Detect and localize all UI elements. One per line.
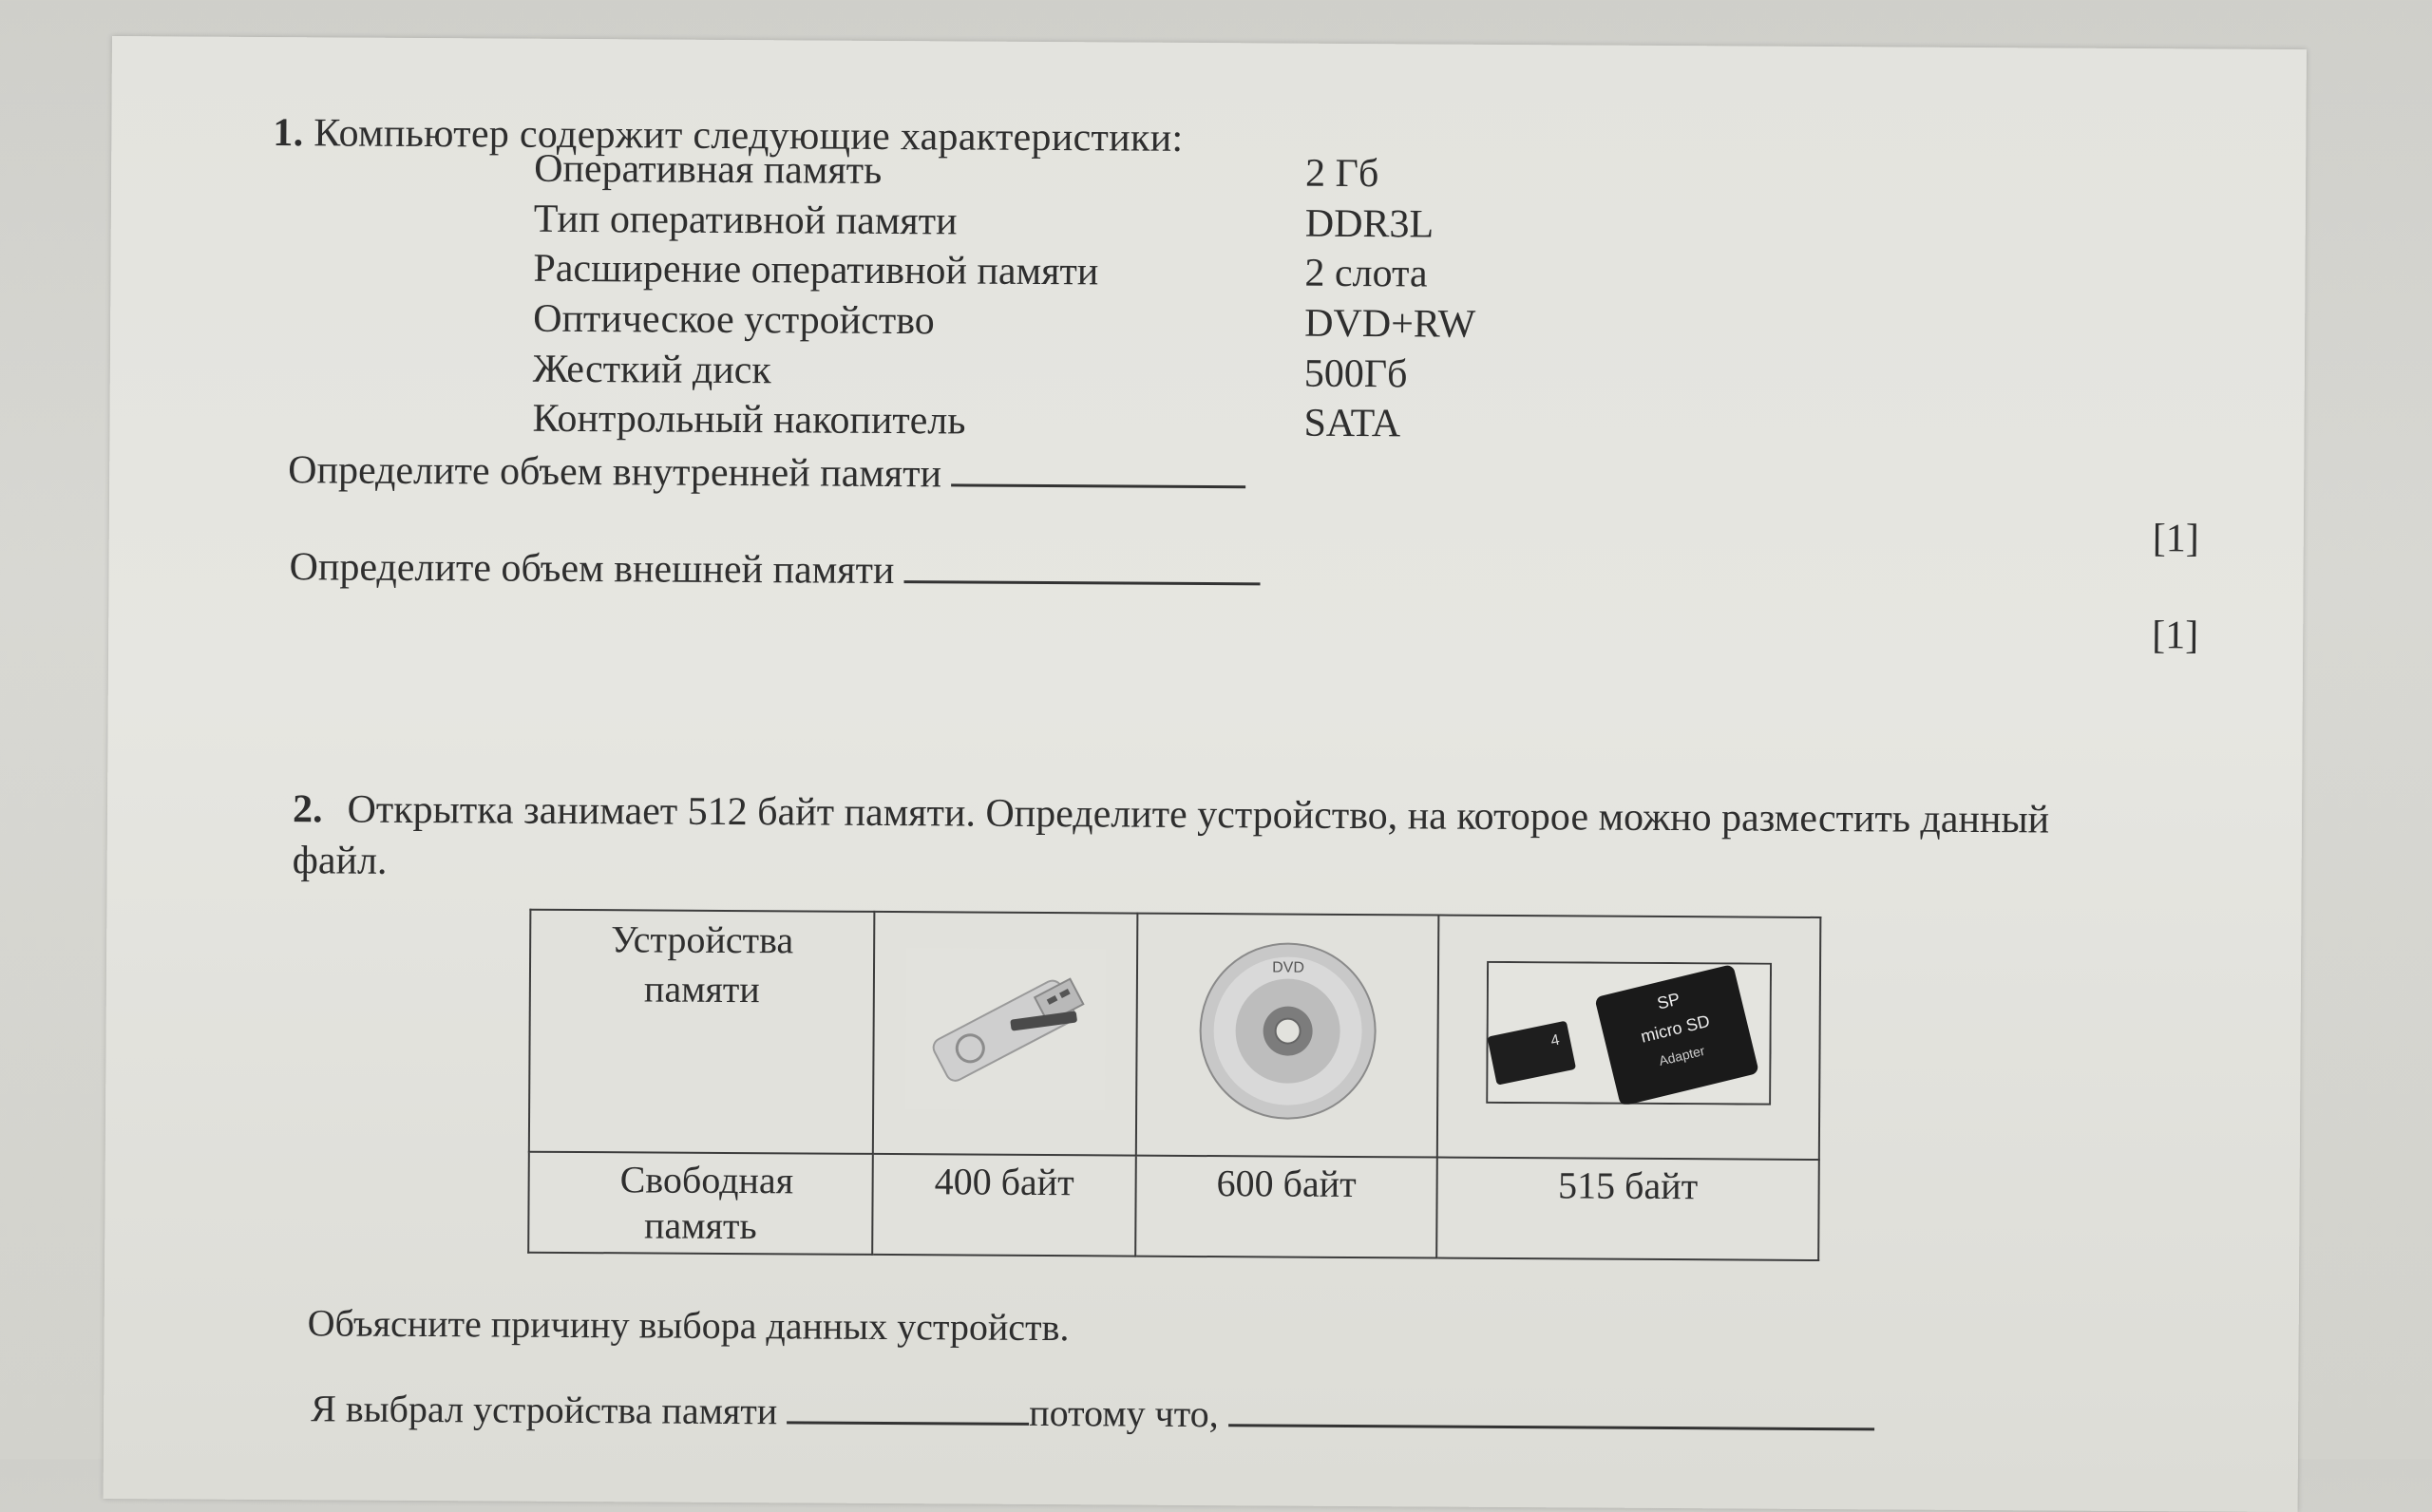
class-mark: 4 bbox=[1549, 1031, 1562, 1049]
spec-label: Оперативная память bbox=[534, 146, 883, 193]
spec-label: Контрольный накопитель bbox=[532, 396, 966, 444]
spec-label: Оптическое устройство bbox=[533, 296, 935, 344]
external-memory-question bbox=[289, 544, 1260, 595]
device-cell-microsd bbox=[1437, 916, 1821, 1160]
question-1-number: 1. bbox=[273, 111, 304, 156]
score-mark: [1] bbox=[2152, 517, 2199, 561]
usb-flash-drive-icon bbox=[905, 948, 1106, 1110]
internal-memory-question bbox=[288, 447, 1245, 499]
answer-line bbox=[311, 1386, 1874, 1440]
answer-because: потому что, bbox=[1029, 1390, 1219, 1436]
reason-answer-field[interactable] bbox=[1228, 1395, 1874, 1430]
free-memory-cell: 400 байт bbox=[872, 1154, 1136, 1257]
spec-label: Жесткий диск bbox=[532, 347, 771, 393]
score-mark: [1] bbox=[2152, 614, 2199, 658]
question-2-body: Открытка занимает 512 байт памяти. Определите устройство, на которое можно разместить данный файл. bbox=[292, 787, 2050, 883]
external-memory-answer-field[interactable] bbox=[903, 548, 1260, 585]
card-brand: SP bbox=[1655, 989, 1682, 1013]
spec-label: Расширение оперативной памяти bbox=[533, 246, 1099, 294]
spec-row bbox=[533, 246, 1578, 302]
microsd-card-icon bbox=[1486, 960, 1772, 1105]
selected-device-answer-field[interactable] bbox=[787, 1392, 1029, 1426]
free-memory-label: Свободная память bbox=[619, 1158, 794, 1248]
dvd-label: DVD bbox=[1271, 958, 1304, 976]
dvd-disc-icon bbox=[1192, 935, 1383, 1125]
spec-row bbox=[533, 296, 1578, 352]
spec-value: 500Гб bbox=[1303, 351, 1408, 397]
internal-memory-prompt: Определите объем внутренней памяти bbox=[288, 448, 942, 497]
question-2-number: 2. bbox=[292, 787, 323, 832]
spec-value: DVD+RW bbox=[1304, 301, 1476, 347]
internal-memory-answer-field[interactable] bbox=[951, 451, 1245, 488]
explain-instruction: Объясните причину выбора данных устройств. bbox=[307, 1301, 1070, 1350]
spec-row bbox=[532, 396, 1577, 452]
spec-row bbox=[534, 197, 1579, 253]
question-2-text bbox=[293, 784, 2146, 898]
external-memory-prompt: Определите объем внешней памяти bbox=[289, 545, 895, 594]
spec-value: 2 Гб bbox=[1304, 151, 1379, 197]
card-text: micro SD bbox=[1639, 1011, 1712, 1047]
question-1-text: Компьютер содержит следующие характеристики: bbox=[314, 111, 1184, 161]
spec-value: DDR3L bbox=[1304, 201, 1434, 247]
spec-row bbox=[534, 146, 1579, 202]
table-row bbox=[528, 1152, 1819, 1260]
device-cell-usb bbox=[873, 912, 1138, 1156]
spec-label: Тип оперативной памяти bbox=[533, 197, 958, 244]
device-cell-dvd bbox=[1136, 914, 1439, 1158]
table-header-cell bbox=[529, 910, 875, 1154]
spec-row bbox=[533, 347, 1578, 403]
table-row-label-cell bbox=[528, 1152, 873, 1255]
spec-value: 2 слота bbox=[1304, 251, 1428, 296]
free-memory-cell: 515 байт bbox=[1436, 1158, 1819, 1260]
spec-value: SATA bbox=[1303, 401, 1401, 446]
devices-header-label: Устройства памяти bbox=[611, 917, 794, 1011]
free-memory-cell: 600 байт bbox=[1135, 1156, 1437, 1258]
table-row bbox=[529, 910, 1821, 1160]
worksheet-paper bbox=[104, 36, 2307, 1512]
answer-prefix: Я выбрал устройства памяти bbox=[311, 1387, 778, 1433]
adapter-text: Adapter bbox=[1657, 1042, 1707, 1068]
memory-devices-table bbox=[527, 909, 1821, 1261]
